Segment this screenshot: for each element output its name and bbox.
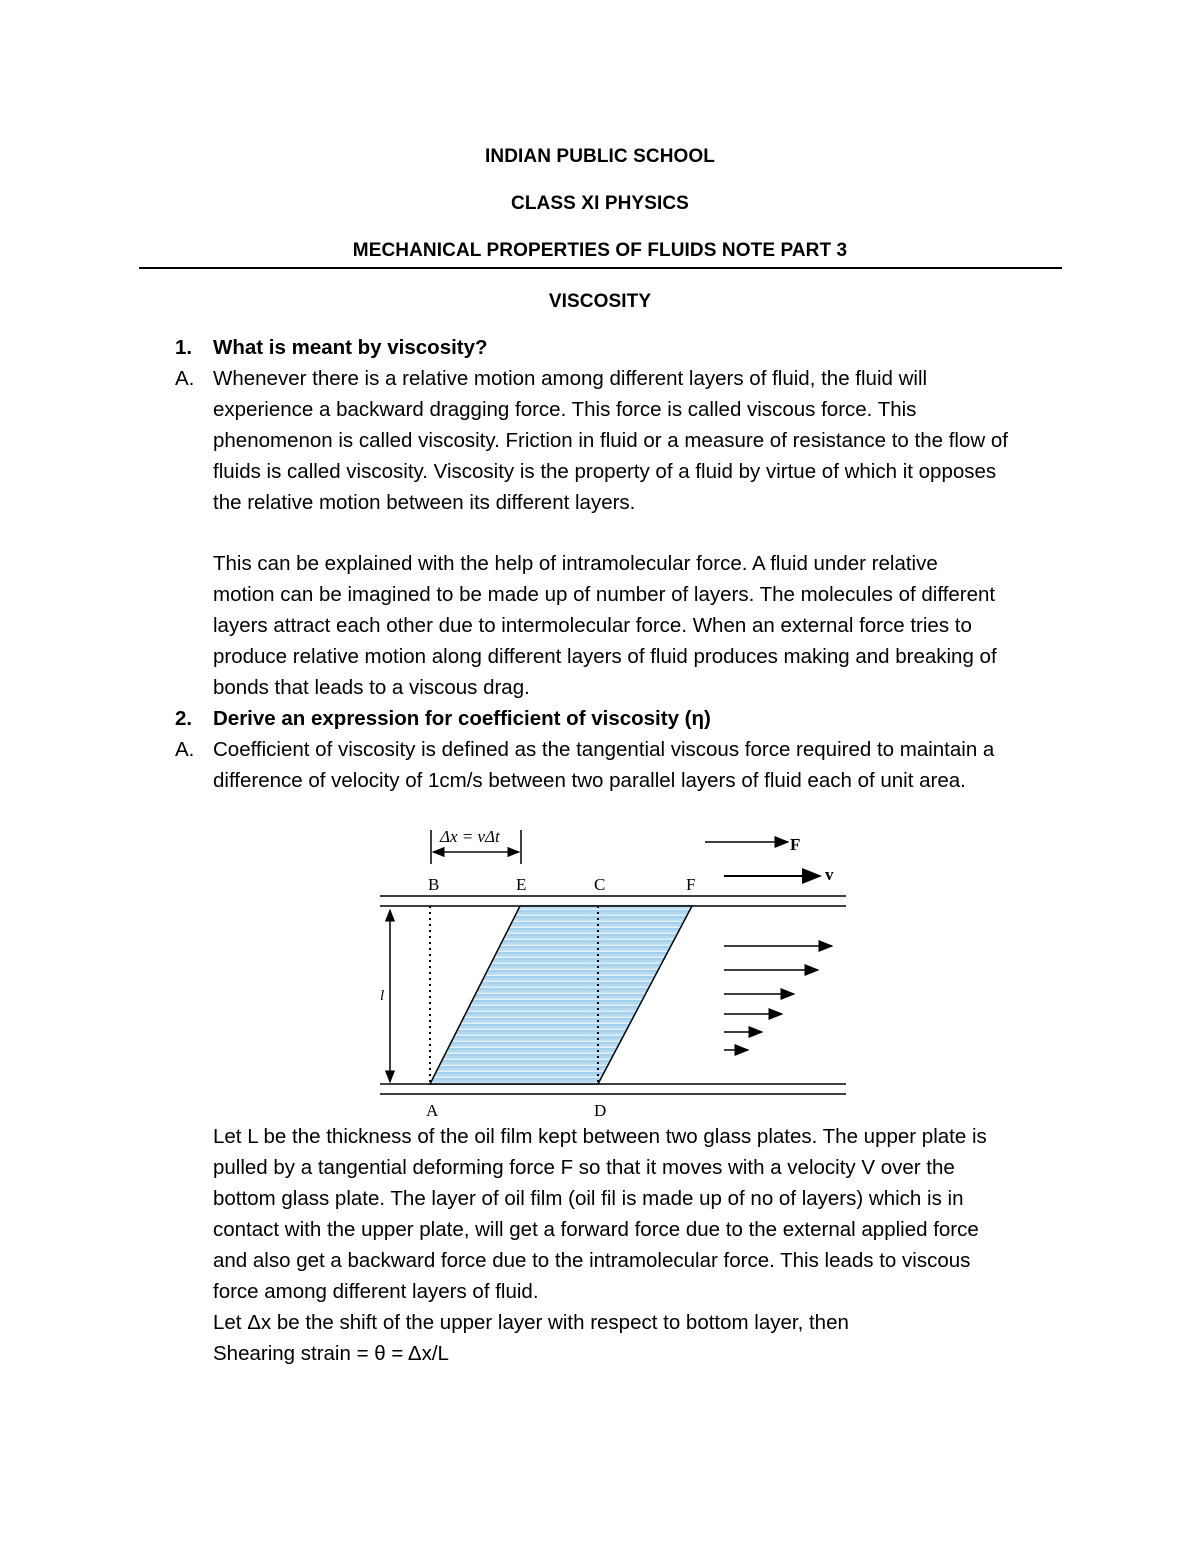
- answer-1-line: Whenever there is a relative motion among different layers of fluid, the fluid will: [213, 367, 928, 390]
- explanation-line: layers attract each other due to intermolecular force. When an external force tries to: [213, 614, 972, 637]
- header-divider: [139, 267, 1062, 269]
- answer-1-explanation: [213, 548, 1073, 703]
- derivation-line: force among different layers of fluid.: [213, 1280, 539, 1303]
- viscosity-diagram: [370, 820, 860, 1120]
- answer-1-text: [213, 363, 1073, 518]
- question-2-number: 2.: [175, 707, 193, 730]
- derivation-line: Let Δx be the shift of the upper layer with respect to bottom layer, then: [213, 1311, 849, 1334]
- topic-title: MECHANICAL PROPERTIES OF FLUIDS NOTE PART 3: [352, 240, 848, 261]
- answer-2-label: A.: [175, 738, 195, 761]
- derivation-line: and also get a backward force due to the intramolecular force. This leads to viscous: [213, 1249, 971, 1272]
- label-a: A: [426, 1101, 439, 1120]
- question-1-number: 1.: [175, 336, 193, 359]
- dx-label: Δx = vΔt: [440, 827, 500, 846]
- thickness-label: l: [380, 988, 385, 1004]
- section-title: VISCOSITY: [548, 291, 652, 312]
- label-c: C: [594, 875, 606, 894]
- derivation-line: pulled by a tangential deforming force F so that it moves with a velocity V over the: [213, 1156, 955, 1179]
- velocity-profile: [724, 946, 832, 1050]
- question-2-text: Derive an expression for coefficient of viscosity (η): [213, 707, 711, 730]
- answer-1-line: fluids is called viscosity. Viscosity is the property of a fluid by virtue of which it opposes: [213, 460, 997, 483]
- explanation-line: motion can be imagined to be made up of number of layers. The molecules of different: [213, 583, 996, 606]
- velocity-label: v: [825, 865, 834, 884]
- shearing-strain-formula: Shearing strain = θ = Δx/L: [213, 1342, 449, 1365]
- answer-2-line: difference of velocity of 1cm/s between two parallel layers of fluid each of unit area.: [213, 769, 966, 792]
- derivation-line: contact with the upper plate, will get a forward force due to the external applied force: [213, 1218, 979, 1241]
- answer-1-line: the relative motion between its different layers.: [213, 491, 636, 514]
- explanation-line: This can be explained with the help of intramolecular force. A fluid under relative: [213, 552, 938, 575]
- label-d: D: [594, 1101, 607, 1120]
- answer-2-line: Coefficient of viscosity is defined as the tangential viscous force required to maintain a: [213, 738, 995, 761]
- force-label: F: [790, 835, 801, 854]
- derivation-line: bottom glass plate. The layer of oil film (oil fil is made up of no of layers) which is in: [213, 1187, 964, 1210]
- answer-1-line: experience a backward dragging force. This force is called viscous force. This: [213, 398, 917, 421]
- answer-1-line: phenomenon is called viscosity. Friction in fluid or a measure of resistance to the flow of: [213, 429, 1008, 452]
- explanation-line: bonds that leads to a viscous drag.: [213, 676, 530, 699]
- derivation-line: Let L be the thickness of the oil film kept between two glass plates. The upper plate is: [213, 1125, 987, 1148]
- label-f: F: [686, 875, 696, 894]
- class-title: CLASS XI PHYSICS: [511, 193, 689, 214]
- school-name: INDIAN PUBLIC SCHOOL: [485, 146, 715, 167]
- answer-1-label: A.: [175, 367, 195, 390]
- label-b: B: [428, 875, 440, 894]
- dx-dimension: [431, 827, 521, 864]
- question-1-text: What is meant by viscosity?: [213, 336, 488, 359]
- label-e: E: [516, 875, 527, 894]
- derivation-text: [213, 1121, 1073, 1369]
- explanation-line: produce relative motion along different layers of fluid produces making and breaking of: [213, 645, 997, 668]
- answer-2-text: [213, 734, 1073, 796]
- fluid-layer: [430, 906, 692, 1084]
